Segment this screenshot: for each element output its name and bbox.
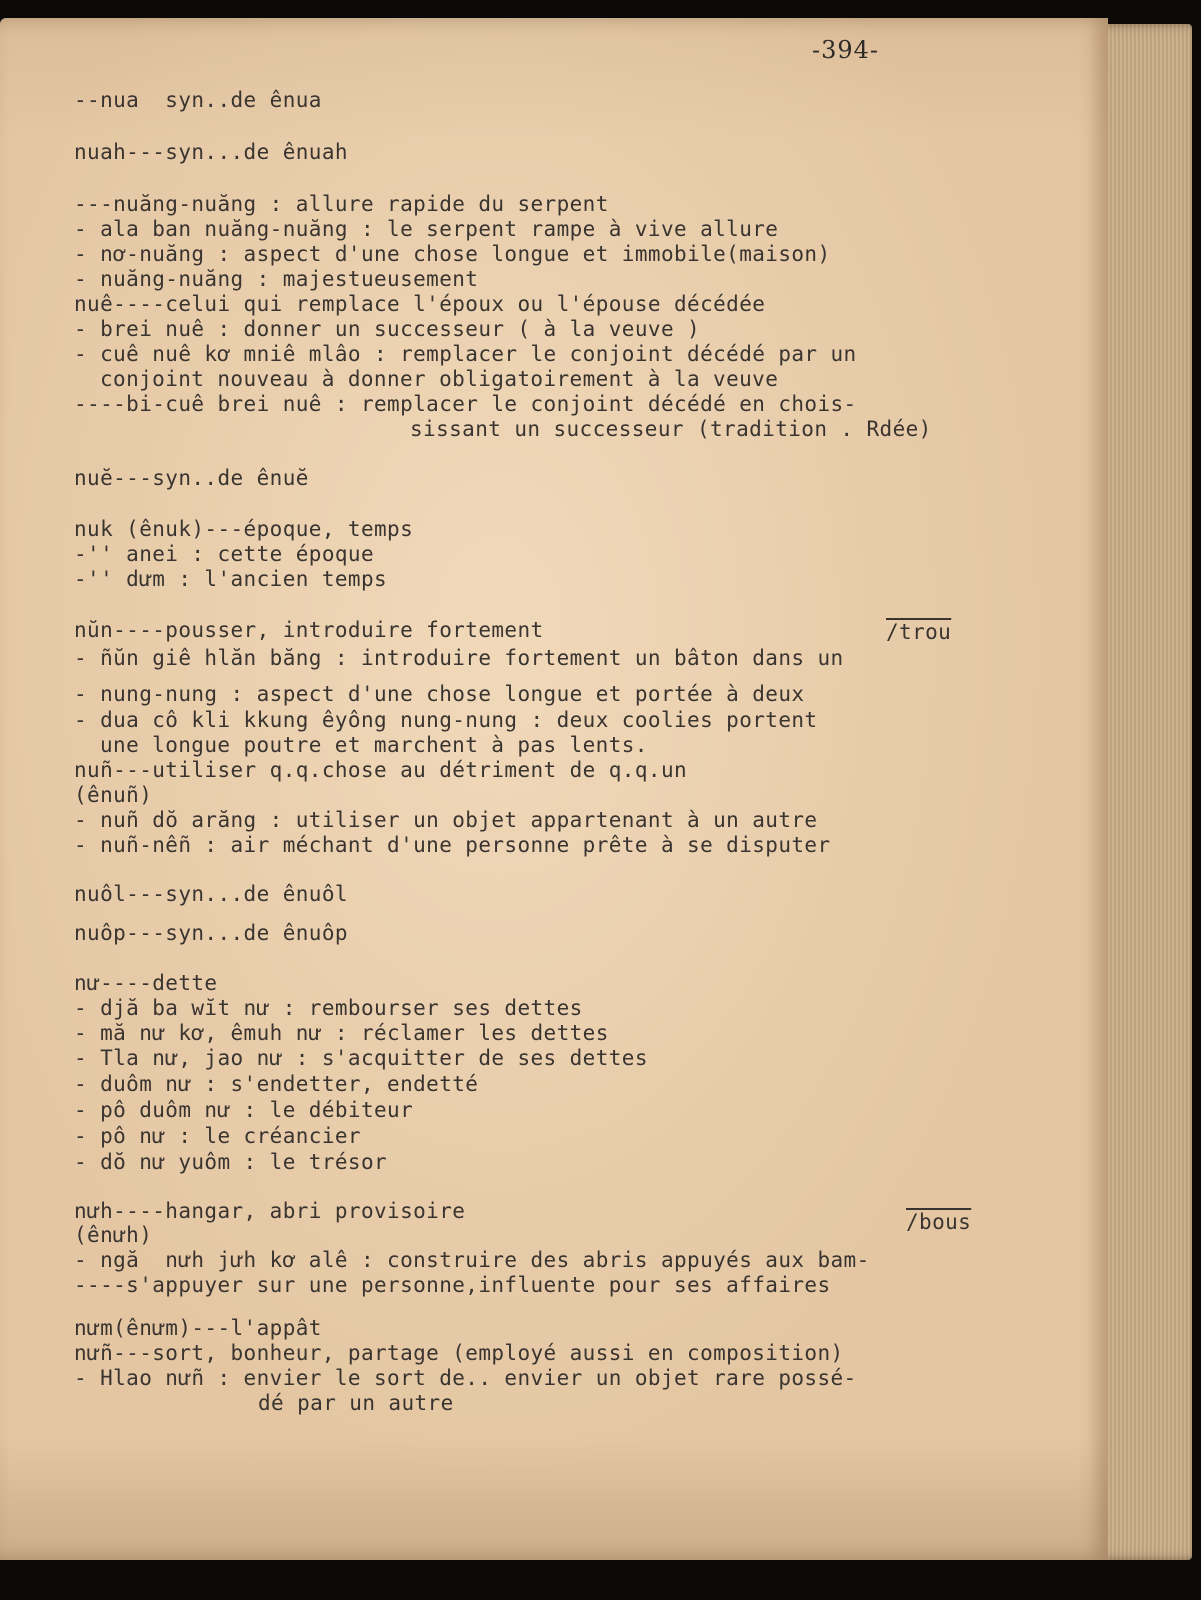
entry-line: nuôp---syn...de ênuôp	[74, 921, 348, 945]
entry-line: nuôl---syn...de ênuôl	[74, 882, 348, 906]
entry-line: - ala ban nuăng-nuăng : le serpent rampe à vive allure	[74, 217, 779, 241]
entry-line: --nua syn..de ênua	[74, 88, 322, 112]
entry-line: nưh----hangar, abri provisoire	[74, 1199, 466, 1223]
margin-note	[886, 620, 951, 644]
entry-line: - Hlao nưñ : envier le sort de.. envier un objet rare possé-	[74, 1366, 857, 1390]
dictionary-text	[74, 18, 1074, 1560]
entry-line: - dŏ nư yuôm : le trésor	[74, 1150, 388, 1174]
entry-line: nŭn----pousser, introduire fortement	[74, 618, 544, 642]
entry-line: - ñŭn giê hlăn băng : introduire fortement un bâton dans un	[74, 646, 844, 670]
entry-line: - brei nuê : donner un successeur ( à la veuve )	[74, 317, 701, 341]
entry-line: - duôm nư : s'endetter, endetté	[74, 1072, 479, 1096]
entry-line: -'' anei : cette époque	[74, 542, 374, 566]
entry-line: - nuñ dŏ arăng : utiliser un objet appartenant à un autre	[74, 808, 818, 832]
entry-line: sissant un successeur (tradition . Rdée)	[410, 417, 932, 441]
margin-note	[906, 1210, 971, 1234]
entry-line: - djă ba wĭt nư : rembourser ses dettes	[74, 996, 583, 1020]
entry-line: nuê----celui qui remplace l'époux ou l'épouse décédée	[74, 292, 766, 316]
entry-line: ---nuăng-nuăng : allure rapide du serpent	[74, 192, 609, 216]
entry-line: nuĕ---syn..de ênuĕ	[74, 466, 309, 490]
entry-line: - mă nư kơ, êmuh nư : réclamer les dettes	[74, 1021, 609, 1045]
entry-line: -'' dưm : l'ancien temps	[74, 567, 388, 591]
entry-line: nưm(ênưm)---l'appât	[74, 1316, 322, 1340]
page-number: -394-	[812, 36, 880, 64]
entry-line: - pô duôm nư : le débiteur	[74, 1098, 414, 1122]
entry-line: - nung-nung : aspect d'une chose longue et portée à deux	[74, 682, 805, 706]
entry-line: nư----dette	[74, 971, 218, 995]
entry-line: - ngă nưh jưh kơ alê : construire des abris appuyés aux bam-	[74, 1248, 870, 1272]
entry-line: ----bi-cuê brei nuê : remplacer le conjoint décédé en chois-	[74, 392, 857, 416]
entry-line: - Tla nư, jao nư : s'acquitter de ses dettes	[74, 1046, 648, 1070]
entry-line: (ênưh)	[74, 1223, 153, 1247]
entry-line: - cuê nuê kơ mniê mlâo : remplacer le conjoint décédé par un	[74, 342, 857, 366]
entry-line: nuñ---utiliser q.q.chose au détriment de q.q.un	[74, 758, 688, 782]
entry-line: ----s'appuyer sur une personne,influente pour ses affaires	[74, 1273, 831, 1297]
entry-line: dé par un autre	[258, 1391, 454, 1415]
entry-line: conjoint nouveau à donner obligatoirement à la veuve	[100, 367, 779, 391]
margin-note-text: /bous	[906, 1210, 972, 1234]
book-page	[0, 18, 1108, 1560]
entry-line: nưñ---sort, bonheur, partage (employé aussi en composition)	[74, 1341, 844, 1365]
entry-line: - pô nư : le créancier	[74, 1124, 361, 1148]
entry-line: une longue poutre et marchent à pas lents.	[100, 733, 648, 757]
entry-line: - nuñ-nêñ : air méchant d'une personne prête à se disputer	[74, 833, 831, 857]
entry-line: (ênuñ)	[74, 783, 153, 807]
entry-line: nuah---syn...de ênuah	[74, 140, 348, 164]
entry-line: - dua cô kli kkung êyông nung-nung : deux coolies portent	[74, 708, 818, 732]
entry-line: - nơ-nuăng : aspect d'une chose longue et immobile(maison)	[74, 242, 831, 266]
entry-line: - nuăng-nuăng : majestueusement	[74, 267, 479, 291]
entry-line: nuk (ênuk)---époque, temps	[74, 517, 414, 541]
margin-note-text: /trou	[886, 620, 952, 644]
